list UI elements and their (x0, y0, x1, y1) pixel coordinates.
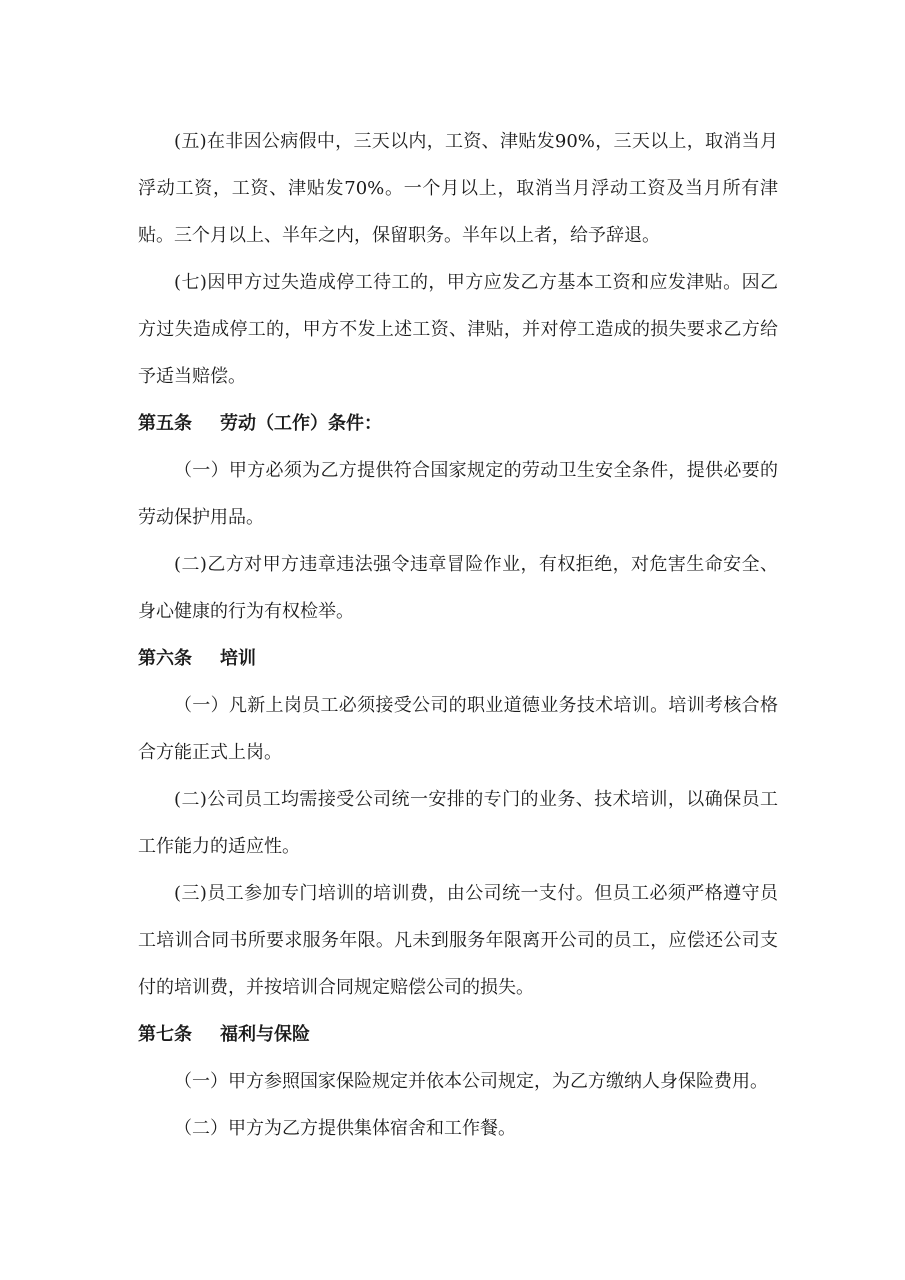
article-number: 第五条 (138, 413, 192, 434)
article-title: 劳动（工作）条件： (220, 413, 382, 434)
article-number: 第六条 (138, 648, 192, 669)
article-7-heading (138, 1011, 778, 1058)
paragraph-work-stoppage: (七)因甲方过失造成停工待工的，甲方应发乙方基本工资和应发津贴。因乙方过失造成停工的，甲方不发上述工资、津贴，并对停工造成的损失要求乙方给予适当赔偿。 (138, 272, 778, 387)
paragraph-right-to-refuse: (二)乙方对甲方违章违法强令违章冒险作业，有权拒绝，对危害生命安全、身心健康的行为有权检举。 (138, 554, 778, 622)
article-5-heading (138, 400, 778, 447)
paragraph-insurance: （一）甲方参照国家保险规定并依本公司规定，为乙方缴纳人身保险费用。 (174, 1071, 768, 1092)
document-body (138, 118, 778, 1152)
paragraph-dormitory-meals: （二）甲方为乙方提供集体宿舍和工作餐。 (174, 1118, 516, 1139)
article-title: 福利与保险 (220, 1024, 310, 1045)
paragraph-sick-leave: (五)在非因公病假中，三天以内，工资、津贴发90%，三天以上，取消当月浮动工资，工资、津贴发70%。一个月以上，取消当月浮动工资及当月所有津贴。三个月以上、半年之内，保留职务。半年以上者，给予辞退。 (138, 131, 778, 246)
article-title: 培训 (220, 648, 256, 669)
paragraph-new-staff-training: （一）凡新上岗员工必须接受公司的职业道德业务技术培训。培训考核合格合方能正式上岗。 (138, 695, 778, 763)
article-6-heading (138, 635, 778, 682)
paragraph-training-fees: (三)员工参加专门培训的培训费，由公司统一支付。但员工必须严格遵守员工培训合同书所要求服务年限。凡未到服务年限离开公司的员工，应偿还公司支付的培训费，并按培训合同规定赔偿公司的损失。 (138, 883, 778, 998)
article-number: 第七条 (138, 1024, 192, 1045)
paragraph-safety-conditions: （一）甲方必须为乙方提供符合国家规定的劳动卫生安全条件，提供必要的劳动保护用品。 (138, 460, 778, 528)
paragraph-professional-training: (二)公司员工均需接受公司统一安排的专门的业务、技术培训，以确保员工工作能力的适应性。 (138, 789, 778, 857)
